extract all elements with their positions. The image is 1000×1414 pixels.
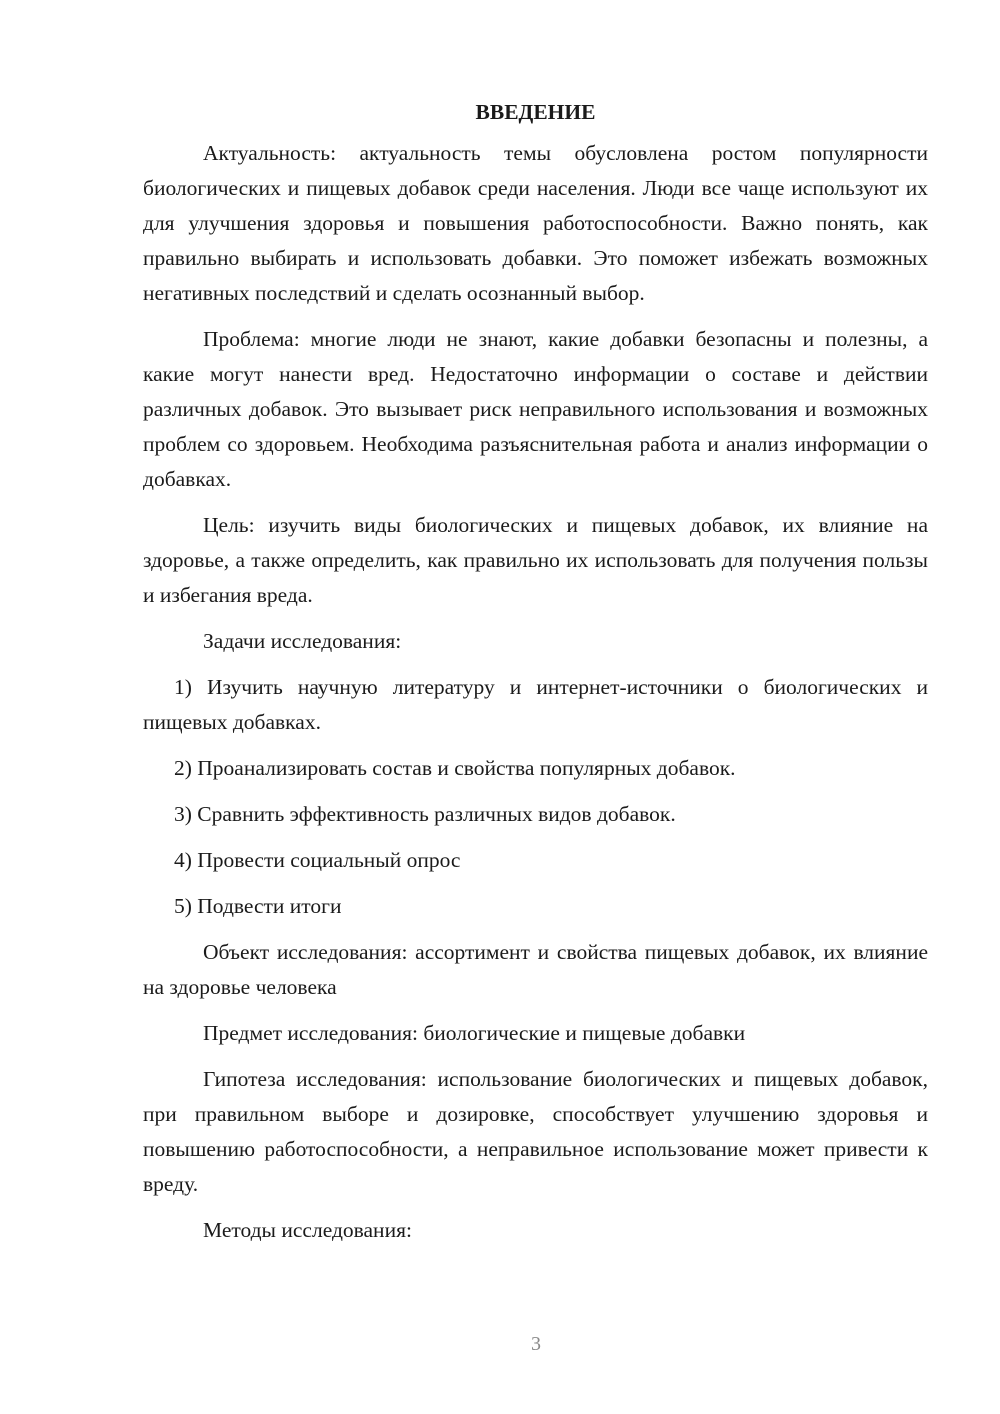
paragraph-hypothesis: Гипотеза исследования: использование биологических и пищевых добавок, при правильном выборе и дозировке, способствует улучшению здоровья и повышению работоспособности, а неправильное использование может привести к вреду. xyxy=(143,1067,928,1196)
document-page xyxy=(143,96,928,1259)
task-item-2: 2) Проанализировать состав и свойства популярных добавок. xyxy=(174,756,736,780)
paragraph-methods: Методы исследования: xyxy=(203,1218,412,1242)
task-item-1: 1) Изучить научную литературу и интернет-источники о биологических и пищевых добавках. xyxy=(143,675,928,734)
task-item-3: 3) Сравнить эффективность различных видов добавок. xyxy=(174,802,676,826)
page-number: 3 xyxy=(531,1333,541,1355)
tasks-heading: Задачи исследования: xyxy=(203,629,402,653)
task-item-4: 4) Провести социальный опрос xyxy=(174,848,461,872)
paragraph-object: Объект исследования: ассортимент и свойства пищевых добавок, их влияние на здоровье человека xyxy=(143,940,928,999)
section-title: ВВЕДЕНИЕ xyxy=(475,100,596,124)
paragraph-subject: Предмет исследования: биологические и пищевые добавки xyxy=(203,1021,746,1045)
task-item-5: 5) Подвести итоги xyxy=(174,894,342,918)
paragraph-relevance: Актуальность: актуальность темы обусловлена ростом популярности биологических и пищевых добавок среди населения. Люди все чаще используют их для улучшения здоровья и повышения работоспособности. Важно понять, как правильно выбирать и использовать добавки. Это поможет избежать возможных негативных последствий и сделать осознанный выбор. xyxy=(143,141,928,305)
paragraph-goal: Цель: изучить виды биологических и пищевых добавок, их влияние на здоровье, а также определить, как правильно их использовать для получения пользы и избегания вреда. xyxy=(143,513,928,607)
paragraph-problem: Проблема: многие люди не знают, какие добавки безопасны и полезны, а какие могут нанести вред. Недостаточно информации о составе и действии различных добавок. Это вызывает риск неправильного использования и возможных проблем со здоровьем. Необходима разъяснительная работа и анализ информации о добавках. xyxy=(143,327,928,491)
